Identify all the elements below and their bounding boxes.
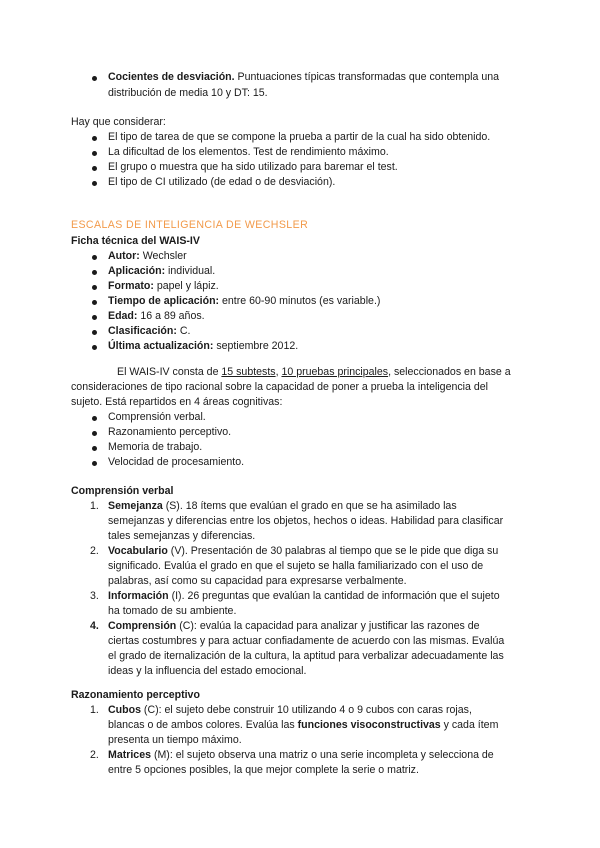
ficha-item: Clasificación: C. — [108, 325, 191, 337]
intro-line-1: El WAIS-IV consta de 15 subtests, 10 pruebas principales, seleccionados en base a — [117, 366, 511, 378]
bullet-dot — [92, 255, 97, 260]
consider-item: El tipo de CI utilizado (de edad o de desviación). — [108, 176, 336, 188]
bullet-dot — [92, 461, 97, 466]
section-heading: ESCALAS DE INTELIGENCIA DE WECHSLER — [71, 219, 309, 231]
subtests-link: 15 subtests — [221, 366, 276, 378]
bullet-dot — [92, 151, 97, 156]
area-item: Comprensión verbal. — [108, 411, 206, 423]
cocientes-term: Cocientes de desviación. — [108, 71, 235, 83]
cubos-line-1: Cubos (C): el sujeto debe construir 10 utilizando 4 o 9 cubos con caras rojas, — [108, 704, 472, 716]
vocabulario-line-1: Vocabulario (V). Presentación de 30 palabras al tiempo que se le pide que diga su — [108, 545, 499, 557]
pruebas-link: 10 pruebas principales — [281, 366, 389, 378]
bullet-dot — [92, 446, 97, 451]
matrices-line-1: Matrices (M): el sujeto observa una matriz o una serie incompleta y selecciona de — [108, 749, 494, 761]
bullet-dot — [92, 300, 97, 305]
intro-line-3: sujeto. Está repartidos en 4 áreas cognitivas: — [71, 396, 283, 408]
comprension-line-1: Comprensión (C): evalúa la capacidad para analizar y justificar las razones de — [108, 620, 480, 632]
ficha-title: Ficha técnica del WAIS-IV — [71, 235, 200, 247]
bullet-dot — [92, 136, 97, 141]
semejanza-line-2: semejanzas y diferencias entre los objetos, hechos o ideas. Habilidad para clasificar — [108, 515, 504, 527]
comprension-line-3: el grado de iternalización de la cultura, la aptitud para verbalizar adecuadamente las — [108, 650, 504, 662]
semejanza-line-3: tales semejanzas y diferencias. — [108, 530, 256, 542]
bullet-dot — [92, 181, 97, 186]
bullet-dot — [92, 166, 97, 171]
informacion-line-1: Información (I). 26 preguntas que evalúan la cantidad de información que el sujeto — [108, 590, 500, 602]
list-number: 1. — [90, 500, 99, 512]
area-item: Razonamiento perceptivo. — [108, 426, 232, 438]
ficha-item: Última actualización: septiembre 2012. — [108, 340, 299, 352]
cubos-line-2: blancas o de ambos colores. Evalúa las funciones visoconstructivas y cada ítem — [108, 719, 499, 731]
matrices-line-2: entre 5 opciones posibles, la que mejor complete la serie o matriz. — [108, 764, 419, 776]
comprension-verbal-title: Comprensión verbal — [71, 485, 174, 497]
vocabulario-line-3: palabras, así como su capacidad para expresarse verbalmente. — [108, 575, 407, 587]
cocientes-line-2: distribución de media 10 y DT: 15. — [108, 87, 268, 99]
list-number: 4. — [90, 620, 99, 632]
razonamiento-title: Razonamiento perceptivo — [71, 689, 200, 701]
consider-item: El grupo o muestra que ha sido utilizado para baremar el test. — [108, 161, 398, 173]
list-number: 2. — [90, 545, 99, 557]
area-item: Velocidad de procesamiento. — [108, 456, 245, 468]
list-number: 3. — [90, 590, 99, 602]
ficha-item: Autor: Wechsler — [108, 250, 187, 262]
bullet-dot — [92, 285, 97, 290]
ficha-item: Edad: 16 a 89 años. — [108, 310, 205, 322]
intro-line-2: consideraciones de tipo racional sobre la capacidad de poner a prueba la inteligencia del — [71, 381, 488, 393]
consider-item: El tipo de tarea de que se compone la prueba a partir de la cual ha sido obtenido. — [108, 131, 491, 143]
cocientes-line-1 — [108, 71, 499, 84]
ficha-item: Formato: papel y lápiz. — [108, 280, 219, 292]
area-item: Memoria de trabajo. — [108, 441, 203, 453]
bullet-dot — [92, 345, 97, 350]
ficha-item: Aplicación: individual. — [108, 265, 216, 277]
list-number: 2. — [90, 749, 99, 761]
bullet-dot — [92, 330, 97, 335]
cocientes-text: Puntuaciones típicas transformadas que contempla una — [234, 71, 500, 83]
comprension-line-4: ideas y la influencia del estado emocional. — [108, 665, 307, 677]
list-number: 1. — [90, 704, 99, 716]
bullet-dot — [92, 416, 97, 421]
bullet-dot — [92, 431, 97, 436]
bullet-dot — [92, 270, 97, 275]
informacion-line-2: ha tomado de su ambiente. — [108, 605, 237, 617]
vocabulario-line-2: significado. Evalúa el grado en que el sujeto se halla familiarizado con el uso de — [108, 560, 484, 572]
cubos-line-3: presenta un tiempo máximo. — [108, 734, 242, 746]
semejanza-line-1: Semejanza (S). 18 ítems que evalúan el grado en que se ha asimilado las — [108, 500, 457, 512]
ficha-item: Tiempo de aplicación: entre 60-90 minutos (es variable.) — [108, 295, 381, 307]
bullet-dot — [92, 76, 97, 81]
consider-intro: Hay que considerar: — [71, 116, 166, 128]
bullet-dot — [92, 315, 97, 320]
consider-item: La dificultad de los elementos. Test de rendimiento máximo. — [108, 146, 389, 158]
comprension-line-2: ciertas costumbres y para actuar confiadamente de acuerdo con las mismas. Evalúa — [108, 635, 505, 647]
